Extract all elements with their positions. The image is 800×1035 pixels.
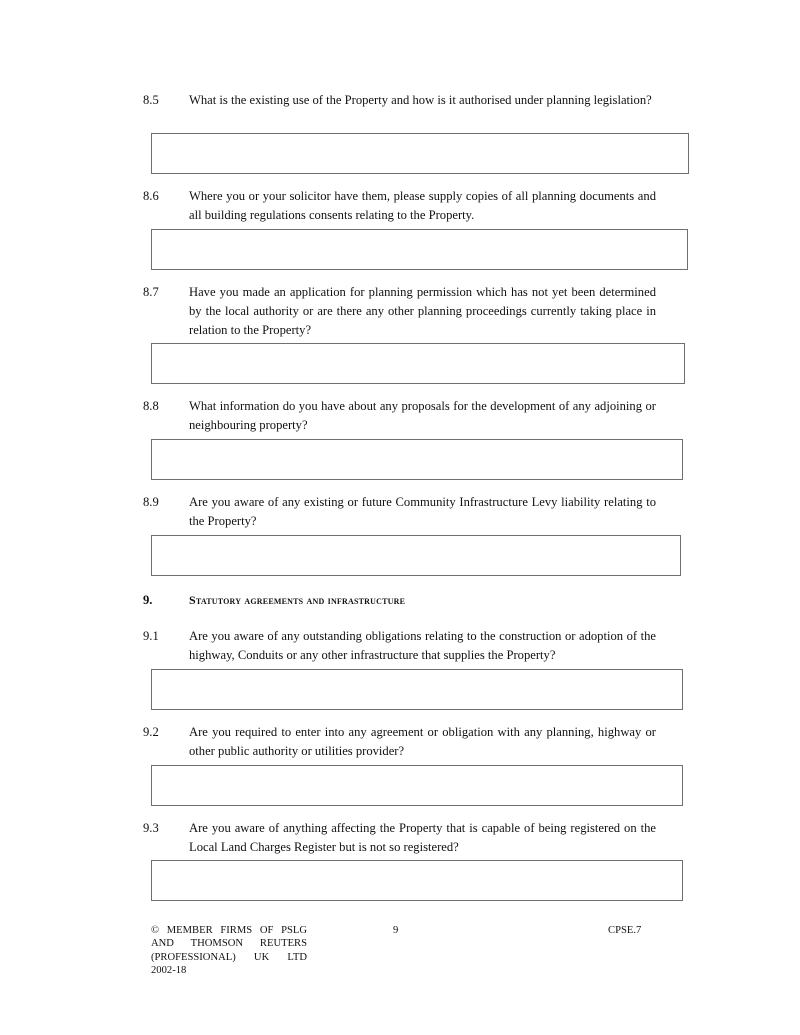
answer-box-8-6[interactable] <box>151 229 688 270</box>
question-text: Have you made an application for planning permission which has not yet been determined by the local authority or are there any other planning proceedings currently taking place in relation to the Property? <box>189 285 656 337</box>
document-reference: CPSE.7 <box>608 925 642 936</box>
question-8-9 <box>143 493 656 531</box>
question-9-2 <box>143 723 656 761</box>
copyright-line: 2002-18 <box>151 965 187 977</box>
question-number: 8.6 <box>143 189 159 203</box>
question-text: Where you or your solicitor have them, please supply copies of all planning documents and all building regulations consents relating to the Property. <box>189 189 656 222</box>
question-9-1 <box>143 627 656 665</box>
footer-copyright <box>151 924 307 978</box>
question-number: 8.9 <box>143 495 159 509</box>
question-number: 9.2 <box>143 725 159 739</box>
page-number: 9 <box>393 925 399 936</box>
question-8-7 <box>143 283 656 340</box>
question-text: What is the existing use of the Property and how is it authorised under planning legislation? <box>189 93 652 107</box>
answer-box-8-9[interactable] <box>151 535 681 576</box>
copyright-line: © MEMBER FIRMS OF PSLG <box>151 925 307 936</box>
question-number: 8.8 <box>143 399 159 413</box>
question-9-3 <box>143 819 656 857</box>
section-title: Statutory agreements and infrastructure <box>189 593 406 607</box>
question-text: Are you aware of any existing or future Community Infrastructure Levy liability relating to the Property? <box>189 495 656 528</box>
question-text: Are you required to enter into any agreement or obligation with any planning, highway or other public authority or utilities provider? <box>189 725 656 758</box>
answer-box-8-8[interactable] <box>151 439 683 480</box>
question-number: 9.3 <box>143 821 159 835</box>
question-number: 8.5 <box>143 93 159 107</box>
question-text: What information do you have about any proposals for the development of any adjoining or neighbouring property? <box>189 399 656 432</box>
section-number: 9. <box>143 593 153 607</box>
answer-box-8-7[interactable] <box>151 343 685 384</box>
answer-box-9-2[interactable] <box>151 765 683 806</box>
copyright-line: (PROFESSIONAL) UK LTD <box>151 951 307 963</box>
answer-box-9-3[interactable] <box>151 860 683 901</box>
answer-box-8-5[interactable] <box>151 133 689 174</box>
question-8-8 <box>143 397 656 435</box>
question-8-5 <box>143 91 656 110</box>
question-number: 8.7 <box>143 285 159 299</box>
answer-box-9-1[interactable] <box>151 669 683 710</box>
question-8-6 <box>143 187 656 225</box>
question-text: Are you aware of any outstanding obligations relating to the construction or adoption of the highway, Conduits or any other infrastructure that supplies the Property? <box>189 629 656 662</box>
copyright-line: AND THOMSON REUTERS <box>151 938 307 950</box>
question-number: 9.1 <box>143 629 159 643</box>
question-text: Are you aware of anything affecting the Property that is capable of being registered on the Local Land Charges Register but is not so registered? <box>189 821 656 854</box>
